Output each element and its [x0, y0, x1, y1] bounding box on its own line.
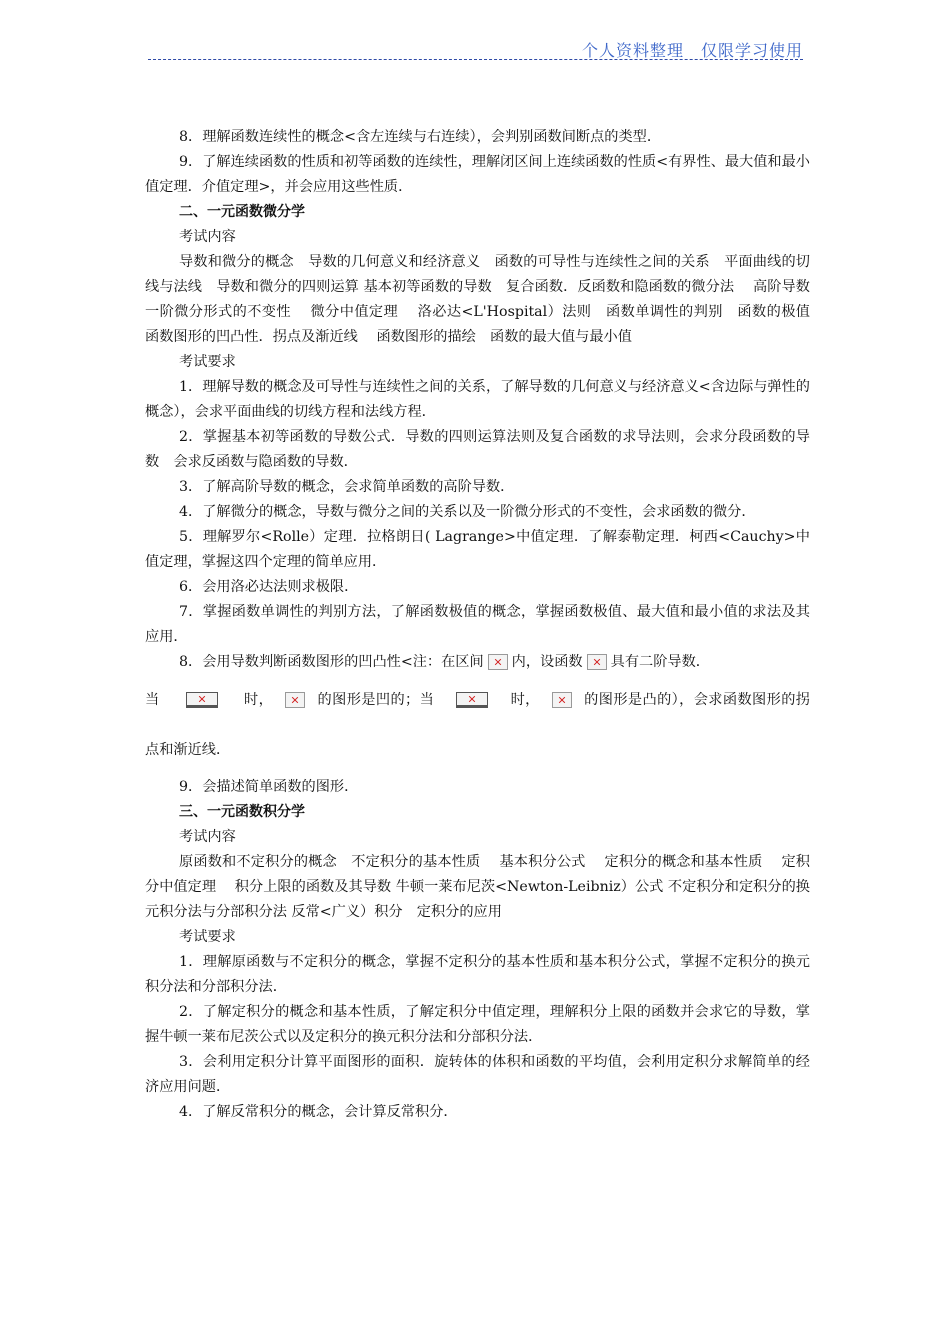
paragraph: 3．会利用定积分计算平面图形的面积．旋转体的体积和函数的平均值，会利用定积分求解简单的经济应用问题． — [145, 1054, 810, 1095]
paragraph: 9．会描述简单函数的图形． — [179, 779, 359, 795]
subheading: 考试内容 — [179, 229, 236, 245]
formula-image-placeholder — [285, 692, 305, 708]
paragraph — [145, 675, 810, 775]
paragraph: 9．了解连续函数的性质和初等函数的连续性，理解闭区间上连续函数的性质<有界性、最大值和最小值定理．介值定理>，并会应用这些性质． — [145, 154, 810, 195]
formula-image-placeholder — [186, 692, 218, 708]
paragraph: 8．理解函数连续性的概念<含左连续与右连续），会判别函数间断点的类型． — [179, 129, 662, 145]
paragraph: 导数和微分的概念 导数的几何意义和经济意义 函数的可导性与连续性之间的关系 平面曲线的切线与法线 导数和微分的四则运算 基本初等函数的导数 复合函数．反函数和隐函数的微分法 高阶导数 一阶微分形式的不变性 微分中值定理 洛必达<L'Hospital）法则 函数单调性的判别 函数的极值 函数图形的凹凸性．拐点及渐近线 函数图形的描绘 函数的最大值与最小值 — [145, 254, 829, 345]
paragraph: 原函数和不定积分的概念 不定积分的基本性质 基本积分公式 定积分的概念和基本性质 定积分中值定理 积分上限的函数及其导数 牛顿一莱布尼茨<Newton-Leibniz）公式 不定积分和定积分的换元积分法与分部积分法 反常<广义）积分 定积分的应用 — [145, 854, 810, 920]
paragraph: 2．了解定积分的概念和基本性质，了解定积分中值定理，理解积分上限的函数并会求它的导数，掌握牛顿一莱布尼茨公式以及定积分的换元积分法和分部积分法． — [145, 1004, 810, 1045]
paragraph: 5．理解罗尔<Rolle）定理．拉格朗日( Lagrange>中值定理．了解泰勒定理．柯西<Cauchy>中值定理，掌握这四个定理的简单应用． — [145, 529, 810, 570]
paragraph: 1．理解导数的概念及可导性与连续性之间的关系，了解导数的几何意义与经济意义<含边际与弹性的概念），会求平面曲线的切线方程和法线方程． — [145, 379, 810, 420]
formula-image-placeholder — [456, 692, 488, 708]
document-body — [145, 125, 829, 1125]
paragraph: 7．掌握函数单调性的判别方法，了解函数极值的概念，掌握函数极值、最大值和最小值的求法及其应用． — [145, 604, 810, 645]
subheading: 考试要求 — [179, 354, 236, 370]
paragraph: 6．会用洛必达法则求极限． — [179, 579, 359, 595]
text-run: 8．会用导数判断函数图形的凹凸性<注：在区间 — [179, 654, 484, 670]
subheading: 考试内容 — [179, 829, 236, 845]
section-heading: 二、一元函数微分学 — [179, 204, 305, 220]
text-run: 时， — [243, 692, 274, 708]
paragraph: 4．了解微分的概念，导数与微分之间的关系以及一阶微分形式的不变性，会求函数的微分． — [179, 504, 756, 520]
text-run: 的图形是凸的），会求函数图形的拐点和渐近线． — [145, 692, 810, 758]
page-header — [148, 38, 803, 62]
text-run: 的图形是凹的；当 — [317, 692, 435, 708]
text-run: 内，设函数 — [511, 654, 583, 670]
text-run: 时， — [510, 692, 540, 708]
formula-image-placeholder — [587, 654, 607, 670]
paragraph: 3．了解高阶导数的概念，会求简单函数的高阶导数． — [179, 479, 515, 495]
paragraph: 1．理解原函数与不定积分的概念，掌握不定积分的基本性质和基本积分公式，掌握不定积分的换元积分法和分部积分法． — [145, 954, 810, 995]
formula-image-placeholder — [552, 692, 572, 708]
section-heading: 三、一元函数积分学 — [179, 804, 305, 820]
paragraph — [145, 650, 810, 675]
text-run: 具有二阶导数． — [610, 654, 710, 670]
text-run: 当 — [145, 692, 160, 708]
subheading: 考试要求 — [179, 929, 236, 945]
formula-image-placeholder — [488, 654, 508, 670]
paragraph: 4．了解反常积分的概念，会计算反常积分． — [179, 1104, 458, 1120]
header-dashed-line — [148, 59, 803, 60]
header-text: 个人资料整理 仅限学习使用 — [581, 41, 803, 60]
paragraph: 2．掌握基本初等函数的导数公式．导数的四则运算法则及复合函数的求导法则，会求分段函数的导数 会求反函数与隐函数的导数． — [145, 429, 810, 470]
